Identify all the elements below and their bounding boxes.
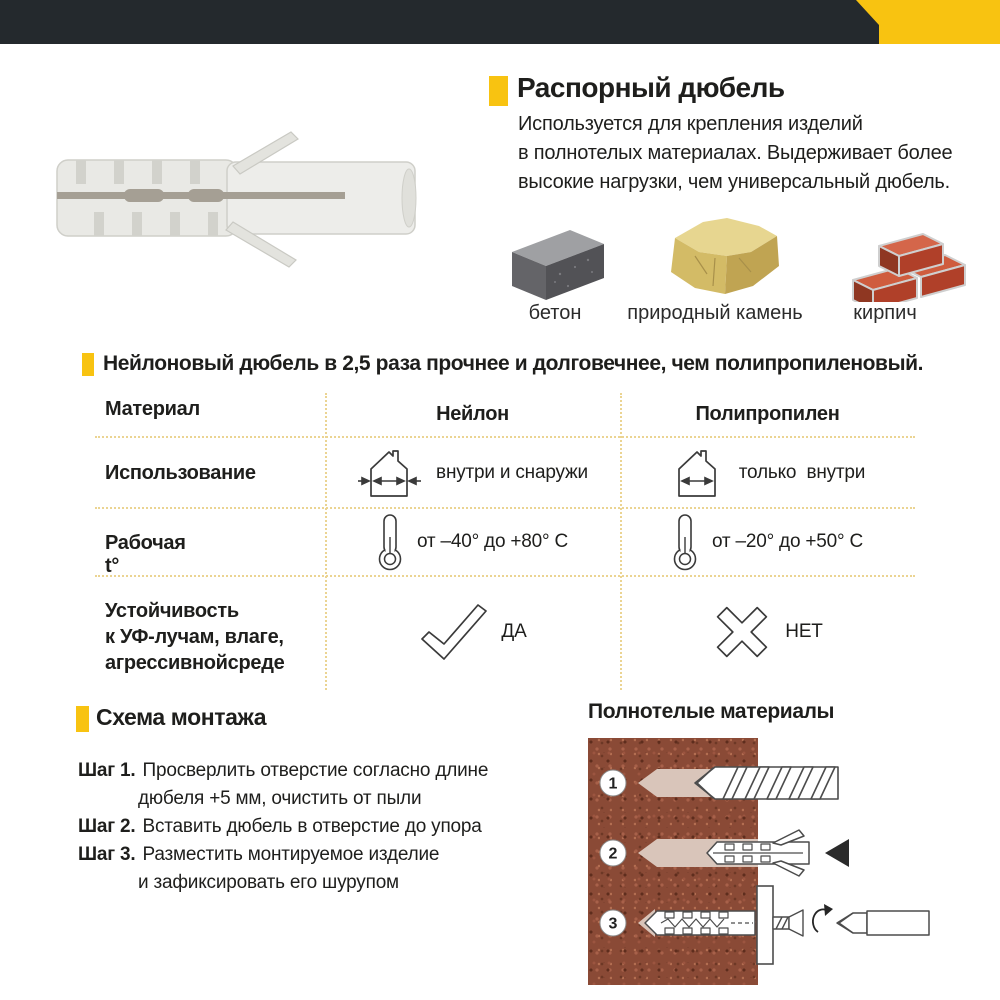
table-header-nylon [325,393,620,435]
installation-steps [78,757,548,897]
rotation-arrow-icon [813,904,833,932]
step-number-badge [600,910,626,936]
expanded-dowel-icon [645,911,755,935]
material-label-brick: кирпич [853,302,917,324]
section-marker [76,706,89,732]
row-label-resistance [105,598,284,676]
house-indoor-icon [670,444,726,502]
description-line: Используется для крепления изделий [518,113,863,135]
description-line: в полнотелых материалах. Выдерживает более [518,142,953,164]
header-bar [0,0,879,44]
dowel-icon [707,830,809,876]
step-line: дюбеля +5 мм, очистить от пыли [138,788,422,809]
thermometer-icon [672,511,699,573]
material-label-stone: природный камень [627,302,803,324]
step-text: Просверлить отверстие согласно длине [142,760,489,781]
usage-poly-cell [620,440,915,506]
cross-icon [712,602,772,662]
usage-nylon-value: внутри и снаружи [436,462,588,483]
row-label-temperature: Рабочая t° [105,532,186,577]
product-title: Распорный дюбель [517,72,785,103]
step-line: и зафиксировать его шурупом [138,872,399,893]
insert-arrow-icon [825,839,849,867]
drill-icon [695,767,838,799]
step-text: Разместить монтируемое изделие [142,844,440,865]
step-line [78,813,548,841]
section-marker [82,353,94,376]
stone-block-icon [655,208,795,300]
material-label-concrete: бетон [528,302,582,324]
step-label: Шаг 2. [78,816,136,837]
description-line: высокие нагрузки, чем универсальный дюбель. [518,171,950,193]
label-line: к УФ-лучам, влаге, [105,626,284,648]
house-indoor-outdoor-icon [357,444,423,502]
step-label: Шаг 3. [78,844,136,865]
dowel-photo [28,108,453,288]
step-text: Вставить дюбель в отверстие до упора [142,816,482,837]
installation-diagram [585,733,980,995]
table-header-material: Материал [105,398,200,420]
step-number: 1 [608,775,618,793]
check-icon [418,603,488,661]
section-marker [489,76,508,106]
step-number: 3 [608,915,618,933]
installation-title: Схема монтажа [96,704,267,730]
product-description [518,110,952,197]
header-text: Нейлон [436,402,509,425]
brick-block-icon [845,206,969,302]
usage-nylon-cell [325,440,620,506]
temperature-poly-cell [620,509,915,575]
row-label-usage: Использование [105,462,256,484]
resistance-nylon-value: ДА [501,621,527,642]
diagram-title: Полнотелые материалы [588,700,835,723]
temperature-poly-value: от –20° до +50° С [711,531,864,552]
header-text: Полипропилен [695,402,840,425]
label-line: Устойчивость [105,600,239,622]
step-line [78,841,548,869]
temperature-nylon-cell [325,509,620,575]
table-divider [95,436,915,438]
comparison-headline: Нейлоновый дюбель в 2,5 раза прочнее и долговечнее, чем полипропиленовый. [103,352,924,375]
concrete-block-icon [500,212,612,302]
resistance-nylon-cell [325,577,620,687]
mounted-plate [757,886,773,964]
label-line: агрессивнойсреде [105,652,285,674]
step-number-badge [600,770,626,796]
resistance-poly-value: НЕТ [785,621,823,642]
step-number: 2 [608,845,618,863]
screw-icon [773,910,803,936]
screwdriver-icon [837,911,929,935]
step-number-badge [600,840,626,866]
temperature-nylon-value: от –40° до +80° С [416,531,569,552]
table-header-polypropylene [620,393,915,435]
thermometer-icon [377,511,404,573]
usage-poly-value: только внутри [738,462,866,483]
resistance-poly-cell [620,577,915,687]
step-label: Шаг 1. [78,760,136,781]
step-line [78,757,548,785]
